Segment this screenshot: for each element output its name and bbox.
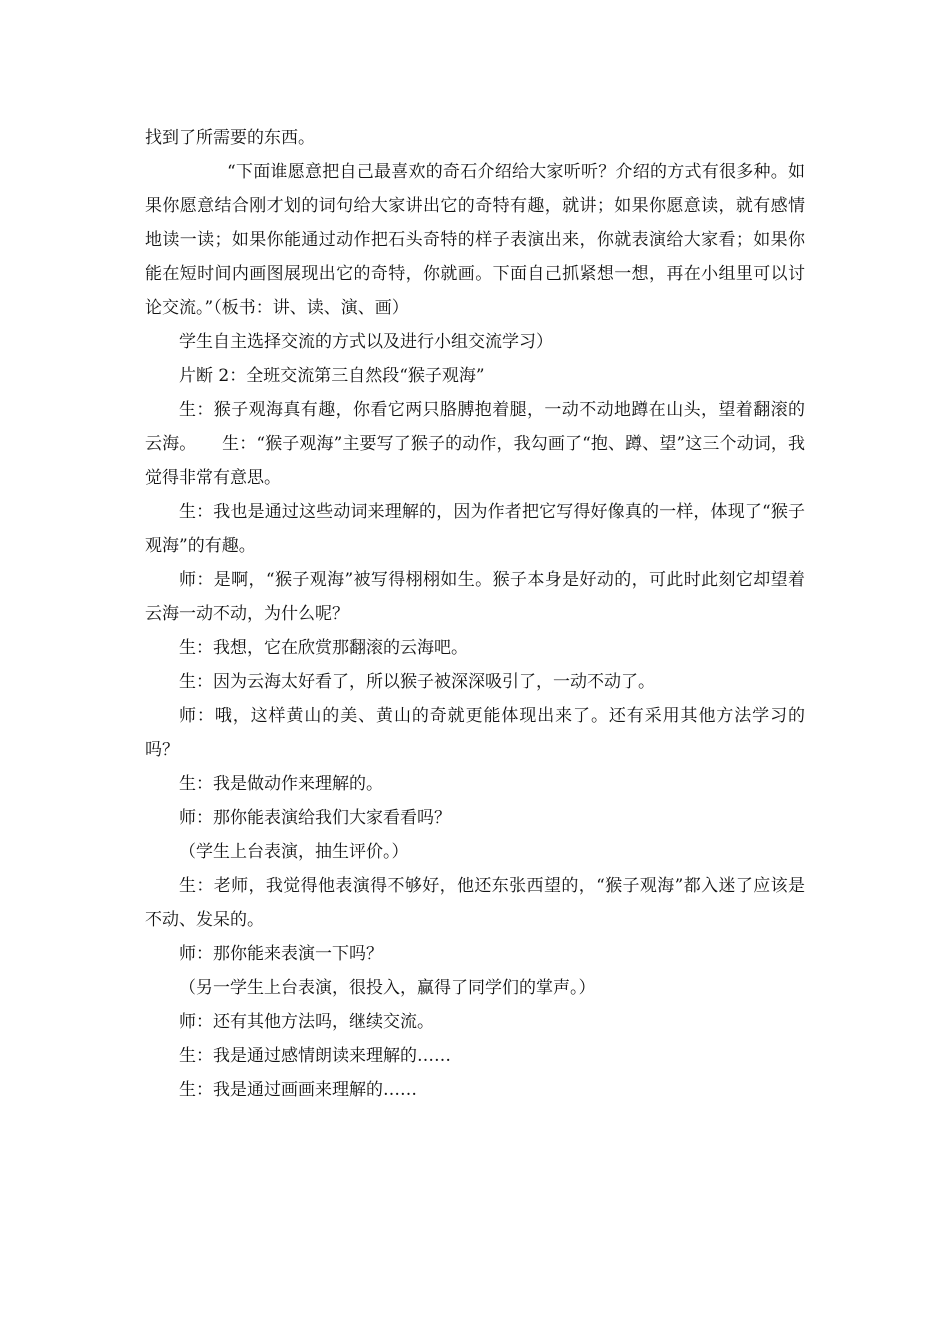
paragraph-6: 生：我也是通过这些动词来理解的，因为作者把它写得好像真的一样，体现了“猴子观海”的有趣。 (145, 502, 805, 556)
paragraph-9: 生：因为云海太好看了，所以猴子被深深吸引了，一动不动了。 (179, 672, 655, 692)
paragraph-17: 师：还有其他方法吗，继续交流。 (179, 1012, 434, 1032)
paragraph-8: 生：我想，它在欣赏那翻滚的云海吧。 (179, 638, 468, 658)
paragraph-14: 生：老师，我觉得他表演得不够好，他还东张西望的，“猴子观海”都入迷了应该是不动、发呆的。 (145, 876, 805, 930)
paragraph-19: 生：我是通过画画来理解的…… (179, 1080, 417, 1100)
paragraph-4: 片断 2：全班交流第三自然段“猴子观海” (179, 366, 485, 386)
paragraph-18: 生：我是通过感情朗读来理解的…… (179, 1046, 451, 1066)
paragraph-3: 学生自主选择交流的方式以及进行小组交流学习） (179, 332, 553, 352)
paragraph-13: （学生上台表演，抽生评价。） (179, 842, 409, 862)
paragraph-12: 师：那你能表演给我们大家看看吗？ (179, 808, 451, 828)
paragraph-16: （另一学生上台表演，很投入，赢得了同学们的掌声。） (179, 978, 596, 998)
paragraph-11: 生：我是做动作来理解的。 (179, 774, 383, 794)
paragraph-10: 师：哦，这样黄山的美、黄山的奇就更能体现出来了。还有采用其他方法学习的吗？ (145, 706, 805, 760)
paragraph-5: 生：猴子观海真有趣，你看它两只胳膊抱着腿，一动不动地蹲在山头，望着翻滚的云海。 生：“猴子观海”主要写了猴子的动作，我勾画了“抱、蹲、望”这三个动词，我觉得非常有意思。 (145, 400, 805, 488)
paragraph-15: 师：那你能来表演一下吗？ (179, 944, 383, 964)
paragraph-7: 师：是啊，“猴子观海”被写得栩栩如生。猴子本身是好动的，可此时此刻它却望着云海一动不动，为什么呢？ (145, 570, 805, 624)
paragraph-1: 找到了所需要的东西。 (145, 128, 315, 148)
document-body (145, 121, 805, 1107)
paragraph-2: “下面谁愿意把自己最喜欢的奇石介绍给大家听听？介绍的方式有很多种。如果你愿意结合刚才划的词句给大家讲出它的奇特有趣，就讲；如果你愿意读，就有感情地读一读；如果你能通过动作把石头奇特的样子表演出来，你就表演给大家看；如果你能在短时间内画图展现出它的奇特，你就画。下面自己抓紧想一想，再在小组里可以讨论交流。”（板书：讲、读、演、画） (145, 162, 805, 318)
